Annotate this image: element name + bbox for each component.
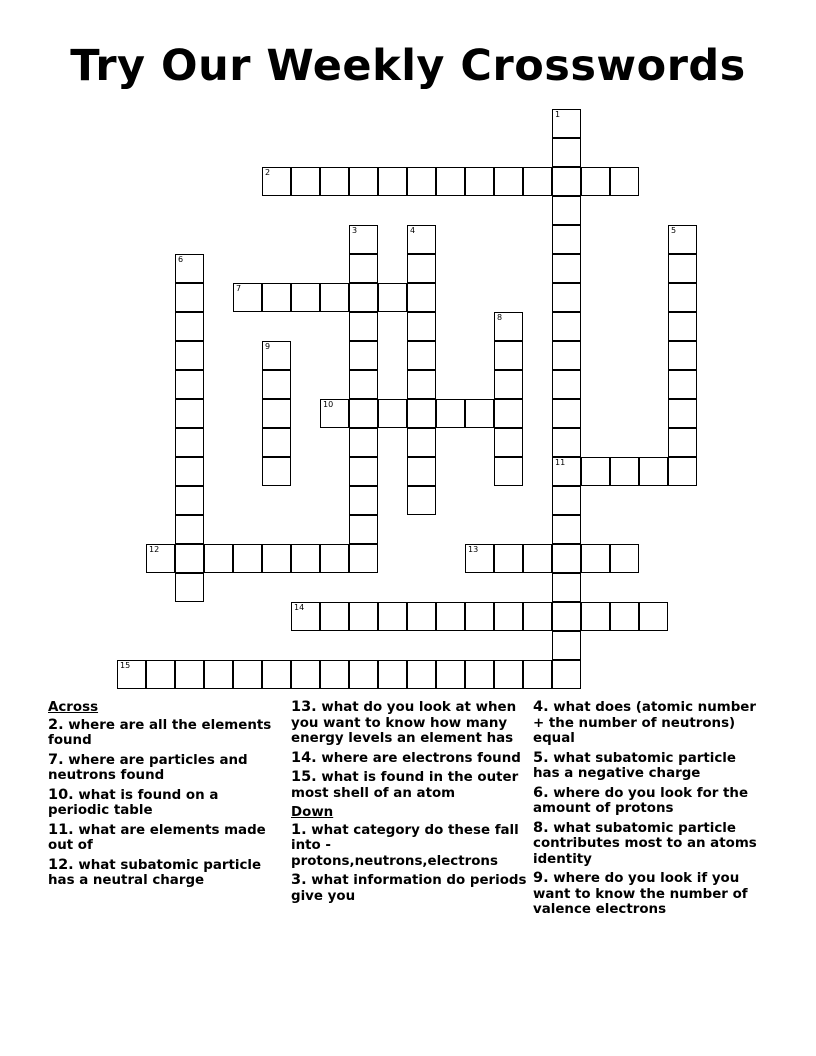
grid-cell[interactable]: [668, 399, 697, 428]
grid-cell[interactable]: [378, 660, 407, 689]
grid-cell[interactable]: [668, 428, 697, 457]
grid-cell[interactable]: [552, 167, 581, 196]
clue-number: 14: [294, 603, 305, 612]
grid-cell[interactable]: [204, 660, 233, 689]
down-clue: 8. what subatomic particle contributes most to an atoms identity: [533, 819, 757, 867]
grid-cell[interactable]: [233, 283, 262, 312]
grid-cell[interactable]: [407, 167, 436, 196]
across-clue: 11. what are elements made out of: [48, 821, 266, 853]
clue-number: 7: [236, 284, 242, 293]
grid-cell[interactable]: [175, 486, 204, 515]
grid-cell[interactable]: [581, 544, 610, 573]
grid-cell[interactable]: [175, 515, 204, 544]
grid-cell[interactable]: [552, 631, 581, 660]
clue-number: 4: [410, 226, 416, 235]
grid-cell[interactable]: [465, 167, 494, 196]
clue-number: 2: [265, 168, 271, 177]
grid-cell[interactable]: [291, 544, 320, 573]
grid-cell[interactable]: [436, 399, 465, 428]
grid-cell[interactable]: [494, 457, 523, 486]
across-clue: 2. where are all the elements found: [48, 716, 272, 748]
grid-cell[interactable]: [349, 486, 378, 515]
grid-cell[interactable]: [552, 225, 581, 254]
grid-cell[interactable]: [494, 399, 523, 428]
across-clue: 7. where are particles and neutrons found: [48, 751, 248, 783]
clues-column-3: [533, 700, 763, 922]
grid-cell[interactable]: [407, 457, 436, 486]
grid-cell[interactable]: [494, 167, 523, 196]
grid-cell[interactable]: [262, 399, 291, 428]
clue-number: 1: [555, 110, 561, 119]
down-clue: 6. where do you look for the amount of protons: [533, 784, 749, 816]
grid-cell[interactable]: [146, 544, 175, 573]
grid-cell[interactable]: [407, 428, 436, 457]
across-heading: Across: [48, 700, 99, 715]
grid-cell[interactable]: [407, 486, 436, 515]
clue-number: 3: [352, 226, 358, 235]
grid-cell[interactable]: [262, 341, 291, 370]
grid-cell[interactable]: [175, 312, 204, 341]
grid-cell[interactable]: [407, 370, 436, 399]
down-clue: 4. what does (atomic number + the number of neutrons) equal: [533, 699, 756, 746]
grid-cell[interactable]: [349, 283, 378, 312]
page-title: Try Our Weekly Crosswords: [70, 41, 746, 91]
grid-cell[interactable]: [291, 602, 320, 631]
grid-cell[interactable]: [291, 167, 320, 196]
grid-cell[interactable]: [494, 370, 523, 399]
grid-cell[interactable]: [610, 457, 639, 486]
grid-cell[interactable]: [494, 602, 523, 631]
grid-cell[interactable]: [552, 457, 581, 486]
grid-cell[interactable]: [436, 660, 465, 689]
grid-cell[interactable]: [581, 457, 610, 486]
clue-number: 15: [120, 661, 131, 670]
grid-cell[interactable]: [262, 457, 291, 486]
clues-column-1: [48, 700, 278, 893]
grid-cell[interactable]: [668, 312, 697, 341]
across-clue: 15. what is found in the outer most shell of an atom: [291, 769, 519, 801]
grid-cell[interactable]: [552, 428, 581, 457]
grid-cell[interactable]: [552, 399, 581, 428]
grid-cell[interactable]: [175, 660, 204, 689]
grid-cell[interactable]: [349, 457, 378, 486]
grid-cell[interactable]: [291, 283, 320, 312]
grid-cell[interactable]: [349, 370, 378, 399]
grid-cell[interactable]: [581, 602, 610, 631]
across-clue: 12. what subatomic particle has a neutral charge: [48, 856, 262, 888]
grid-cell[interactable]: [668, 225, 697, 254]
grid-cell[interactable]: [349, 428, 378, 457]
grid-cell[interactable]: [552, 486, 581, 515]
grid-cell[interactable]: [349, 399, 378, 428]
grid-cell[interactable]: [175, 457, 204, 486]
grid-cell[interactable]: [610, 167, 639, 196]
grid-cell[interactable]: [494, 660, 523, 689]
grid-cell[interactable]: [668, 254, 697, 283]
grid-cell[interactable]: [175, 428, 204, 457]
grid-cell[interactable]: [407, 399, 436, 428]
grid-cell[interactable]: [175, 283, 204, 312]
grid-cell[interactable]: [407, 341, 436, 370]
clue-number: 10: [323, 400, 334, 409]
clue-number: 12: [149, 545, 160, 554]
grid-cell[interactable]: [668, 341, 697, 370]
grid-cell[interactable]: [610, 602, 639, 631]
grid-cell[interactable]: [262, 370, 291, 399]
grid-cell[interactable]: [320, 660, 349, 689]
across-clue: 14. where are electrons found: [291, 749, 521, 766]
grid-cell[interactable]: [552, 660, 581, 689]
clue-number: 11: [555, 458, 566, 467]
grid-cell[interactable]: [523, 167, 552, 196]
down-clue: 3. what information do periods give you: [291, 872, 527, 904]
grid-cell[interactable]: [668, 283, 697, 312]
down-clue: 9. where do you look if you want to know the number of valence electrons: [533, 870, 748, 917]
grid-cell[interactable]: [494, 428, 523, 457]
grid-cell[interactable]: [552, 196, 581, 225]
grid-cell[interactable]: [494, 341, 523, 370]
grid-cell[interactable]: [175, 370, 204, 399]
grid-cell[interactable]: [552, 573, 581, 602]
grid-cell[interactable]: [175, 254, 204, 283]
grid-cell[interactable]: [610, 544, 639, 573]
grid-cell[interactable]: [349, 544, 378, 573]
grid-cell[interactable]: [378, 602, 407, 631]
grid-cell[interactable]: [349, 167, 378, 196]
grid-cell[interactable]: [175, 573, 204, 602]
grid-cell[interactable]: [552, 109, 581, 138]
grid-cell[interactable]: [407, 254, 436, 283]
grid-cell[interactable]: [349, 312, 378, 341]
grid-cell[interactable]: [175, 341, 204, 370]
grid-cell[interactable]: [436, 602, 465, 631]
clue-number: 9: [265, 342, 271, 351]
grid-cell[interactable]: [552, 341, 581, 370]
grid-cell[interactable]: [349, 254, 378, 283]
grid-cell[interactable]: [407, 283, 436, 312]
grid-cell[interactable]: [465, 399, 494, 428]
grid-cell[interactable]: [175, 544, 204, 573]
grid-cell[interactable]: [349, 515, 378, 544]
grid-cell[interactable]: [262, 167, 291, 196]
grid-cell[interactable]: [117, 660, 146, 689]
grid-cell[interactable]: [552, 312, 581, 341]
grid-cell[interactable]: [465, 602, 494, 631]
clue-number: 5: [671, 226, 677, 235]
grid-cell[interactable]: [349, 660, 378, 689]
grid-cell[interactable]: [552, 602, 581, 631]
grid-cell[interactable]: [407, 660, 436, 689]
grid-cell[interactable]: [233, 544, 262, 573]
grid-cell[interactable]: [320, 167, 349, 196]
grid-cell[interactable]: [175, 399, 204, 428]
grid-cell[interactable]: [378, 167, 407, 196]
across-clue: 13. what do you look at when you want to know how many energy levels an element has: [291, 699, 517, 746]
grid-cell[interactable]: [552, 544, 581, 573]
grid-cell[interactable]: [407, 602, 436, 631]
grid-cell[interactable]: [378, 399, 407, 428]
clue-number: 13: [468, 545, 479, 554]
grid-cell[interactable]: [639, 602, 668, 631]
grid-cell[interactable]: [552, 370, 581, 399]
grid-cell[interactable]: [349, 225, 378, 254]
grid-cell[interactable]: [349, 341, 378, 370]
grid-cell[interactable]: [146, 660, 175, 689]
grid-cell[interactable]: [320, 602, 349, 631]
grid-cell[interactable]: [523, 544, 552, 573]
grid-cell[interactable]: [668, 457, 697, 486]
down-clue: 5. what subatomic particle has a negative charge: [533, 749, 736, 781]
clues-column-2: [291, 700, 527, 908]
grid-cell[interactable]: [436, 167, 465, 196]
clue-number: 6: [178, 255, 184, 264]
grid-cell[interactable]: [581, 167, 610, 196]
grid-cell[interactable]: [465, 544, 494, 573]
down-heading: Down: [291, 805, 334, 820]
grid-cell[interactable]: [494, 544, 523, 573]
grid-cell[interactable]: [552, 254, 581, 283]
grid-cell[interactable]: [639, 457, 668, 486]
grid-cell[interactable]: [204, 544, 233, 573]
grid-cell[interactable]: [552, 283, 581, 312]
grid-cell[interactable]: [378, 283, 407, 312]
grid-cell[interactable]: [233, 660, 262, 689]
grid-cell[interactable]: [349, 602, 378, 631]
grid-cell[interactable]: [262, 428, 291, 457]
down-clue: 1. what category do these fall into - protons,neutrons,electrons: [291, 821, 519, 869]
grid-cell[interactable]: [320, 544, 349, 573]
grid-cell[interactable]: [320, 399, 349, 428]
grid-cell[interactable]: [494, 312, 523, 341]
grid-cell[interactable]: [262, 544, 291, 573]
grid-cell[interactable]: [262, 660, 291, 689]
grid-cell[interactable]: [552, 138, 581, 167]
grid-cell[interactable]: [552, 515, 581, 544]
across-clue: 10. what is found on a periodic table: [48, 786, 219, 818]
grid-cell[interactable]: [320, 283, 349, 312]
grid-cell[interactable]: [407, 225, 436, 254]
grid-cell[interactable]: [523, 602, 552, 631]
grid-cell[interactable]: [262, 283, 291, 312]
grid-cell[interactable]: [291, 660, 320, 689]
grid-cell[interactable]: [465, 660, 494, 689]
grid-cell[interactable]: [668, 370, 697, 399]
grid-cell[interactable]: [523, 660, 552, 689]
clue-number: 8: [497, 313, 503, 322]
grid-cell[interactable]: [407, 312, 436, 341]
